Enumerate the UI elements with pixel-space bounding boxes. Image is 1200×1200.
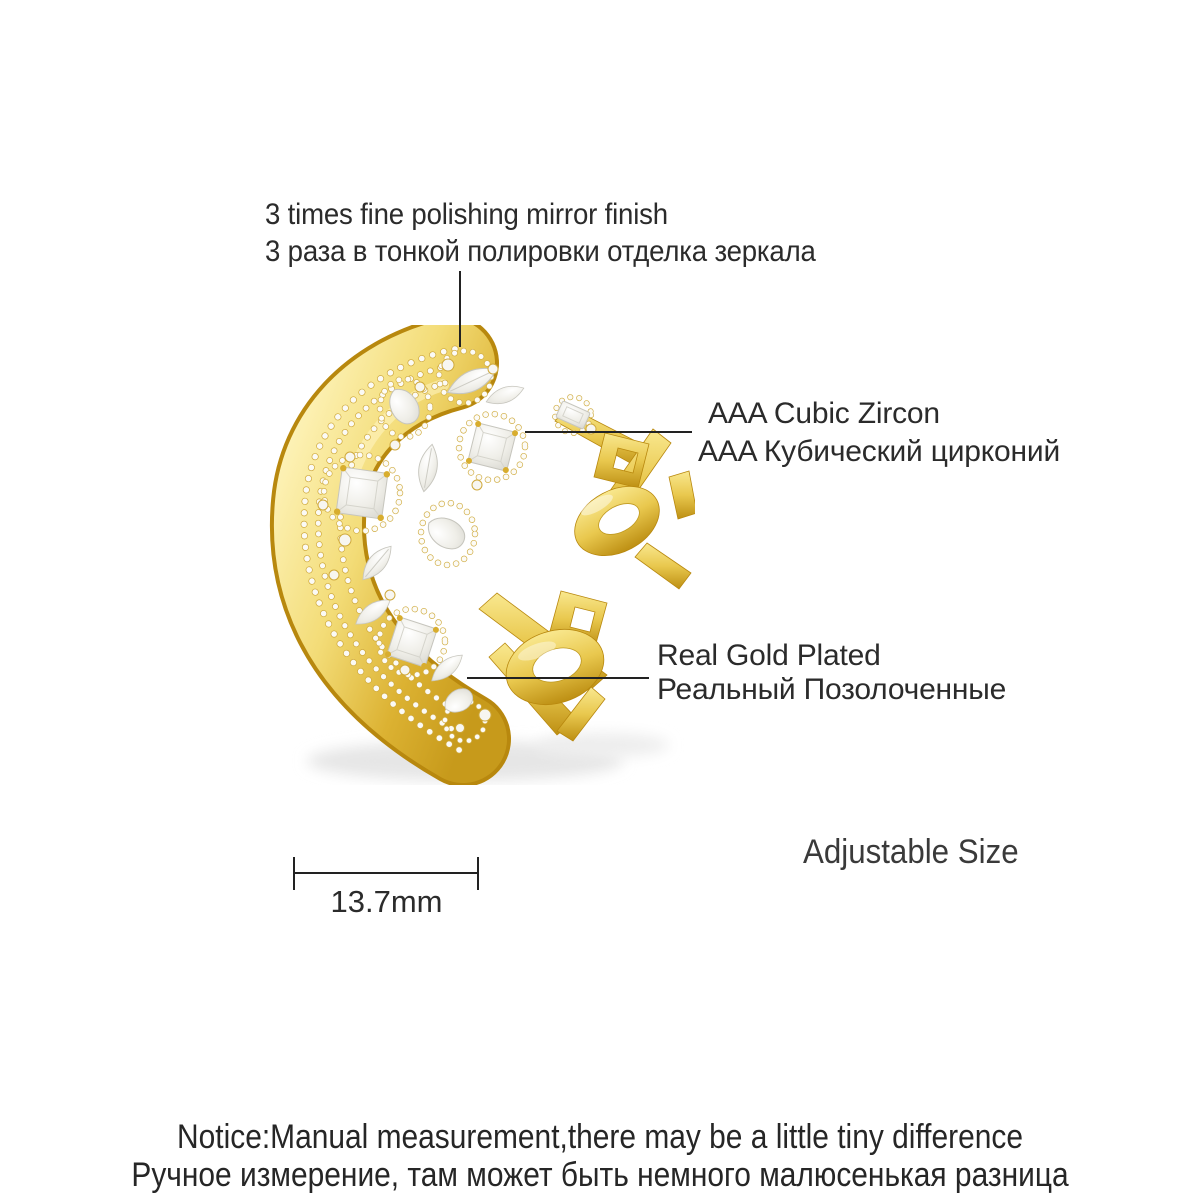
annotation-polishing-en: 3 times fine polishing mirror finish xyxy=(265,198,668,231)
annotation-zircon xyxy=(698,395,1060,471)
callout-line-polishing xyxy=(459,271,461,347)
annotation-gold-plated-en: Real Gold Plated xyxy=(657,639,881,672)
notice-ru: Ручное измерение, там может быть немного малюсенькая разница xyxy=(131,1156,1069,1194)
annotation-polishing xyxy=(265,196,816,270)
annotation-polishing-ru: 3 раза в тонкой полировки отделка зеркала xyxy=(265,235,816,268)
square-stone xyxy=(465,420,518,473)
annotation-gold-plated xyxy=(657,639,1006,707)
measure-value: 13.7mm xyxy=(330,884,443,919)
measure-line xyxy=(294,872,479,874)
callout-line-zircon xyxy=(525,431,692,433)
notice xyxy=(72,1118,1128,1194)
annotation-zircon-ru: AAA Кубический цирконий xyxy=(698,435,1061,468)
ring-photo xyxy=(255,325,695,785)
annotation-zircon-en: AAA Cubic Zircon xyxy=(708,397,940,430)
annotation-adjustable-size: Adjustable Size xyxy=(803,833,1019,871)
annotation-gold-plated-ru: Реальный Позолоченные xyxy=(657,673,1007,706)
square-stone xyxy=(334,465,391,522)
callout-line-gold-plated xyxy=(467,677,649,679)
notice-en: Notice:Manual measurement,there may be a little tiny difference xyxy=(177,1118,1023,1156)
